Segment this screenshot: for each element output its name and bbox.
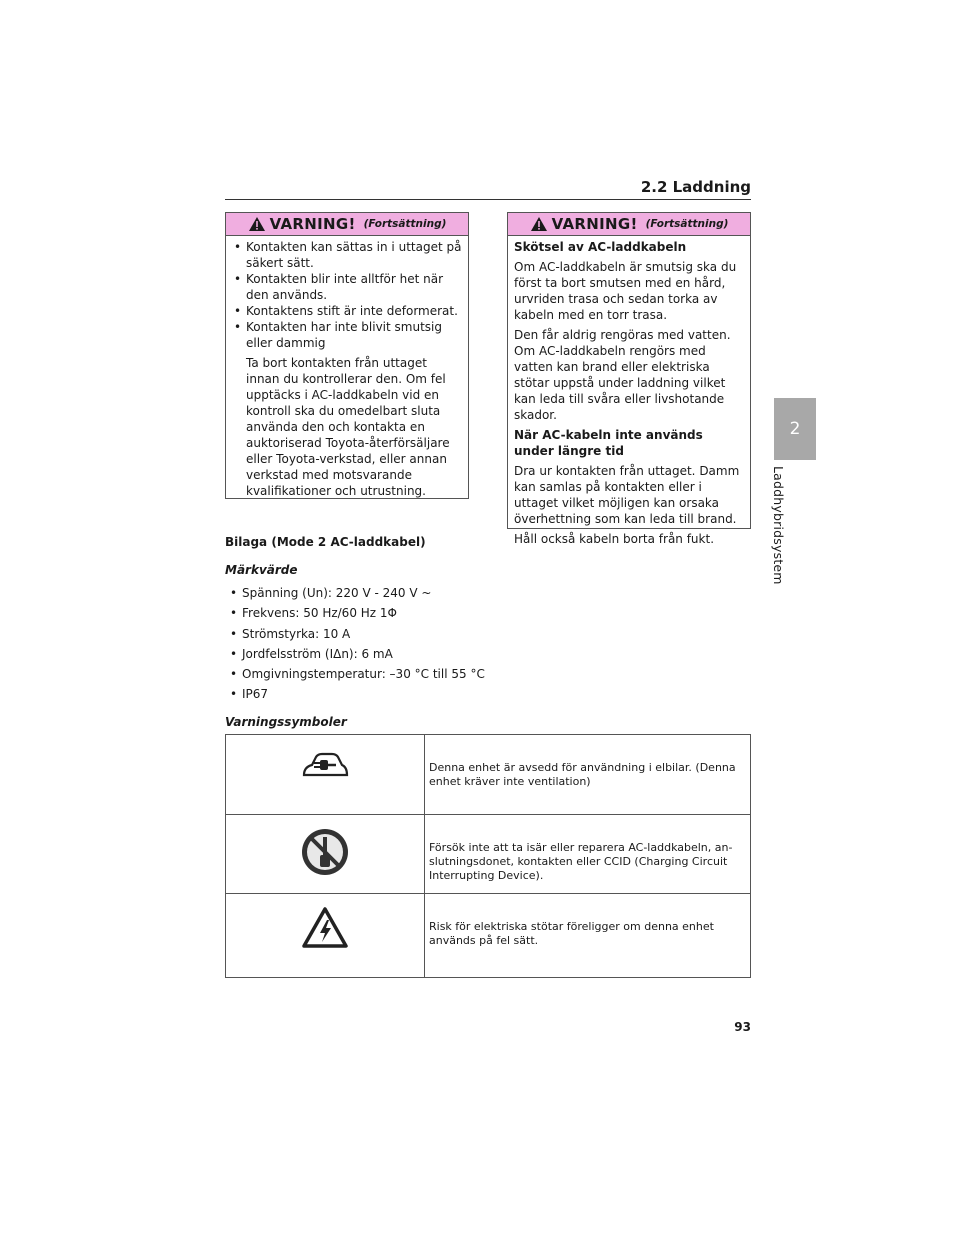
warning-continuation: (Fortsättning) bbox=[363, 218, 447, 230]
symbol-description: Försök inte att ta isär eller reparera AC-laddkabeln, an-slutningsdonet, kontakten eller CCID (Charging Circuit Interrupting Device). bbox=[429, 841, 733, 882]
warning-header bbox=[508, 213, 750, 236]
paragraph: Håll också kabeln borta från fukt. bbox=[514, 532, 715, 546]
list-item: • Jordfelsström (IΔn): 6 mA bbox=[228, 646, 485, 666]
subheading: Skötsel av AC-laddkabeln bbox=[514, 240, 687, 254]
list-item: • Kontakten blir inte alltför het när den används. bbox=[232, 271, 462, 303]
warning-box-left bbox=[225, 212, 469, 499]
list-item: • Frekvens: 50 Hz/60 Hz 1Φ bbox=[228, 605, 485, 625]
list-item: • Spänning (Un): 220 V - 240 V ~ bbox=[228, 585, 485, 605]
paragraph: Om AC-laddkabeln är smutsig ska du först ta bort smutsen med en hård, urvriden trasa och sedan torka av kabeln med en torr trasa. bbox=[514, 260, 737, 322]
symbol-description: Denna enhet är avsedd för användning i elbilar. (Denna enhet kräver inte ventilation) bbox=[429, 761, 736, 788]
warning-heading: VARNING! bbox=[269, 215, 356, 233]
list-item: • Strömstyrka: 10 A bbox=[228, 626, 485, 646]
table-row bbox=[226, 815, 750, 894]
table-row bbox=[226, 894, 750, 977]
paragraph: Den får aldrig rengöras med vatten. Om AC-laddkabeln rengörs med vatten kan brand eller elektriska stötar uppstå under laddning vilket kan leda till svåra eller livshotande skador. bbox=[514, 328, 731, 422]
paragraph: Dra ur kontakten från uttaget. Damm kan samlas på kontakten eller i uttaget vilket möjligen kan orsaka överhettning som kan leda till brand. bbox=[514, 464, 740, 526]
warning-heading: VARNING! bbox=[551, 215, 638, 233]
electric-shock-warning-icon bbox=[301, 906, 349, 950]
table-row bbox=[226, 735, 750, 815]
list-item: • Omgivningstemperatur: –30 °C till 55 °C bbox=[228, 666, 485, 686]
warning-triangle-icon bbox=[248, 216, 266, 232]
list-item: • Kontakten har inte blivit smutsig eller dammig bbox=[232, 319, 462, 351]
symbol-description: Risk för elektriska stötar föreligger om denna enhet används på fel sätt. bbox=[429, 920, 714, 947]
subheading: När AC-kabeln inte används under längre tid bbox=[514, 428, 703, 458]
car-plug-icon bbox=[300, 747, 350, 785]
chapter-tab: 2 bbox=[774, 398, 816, 460]
page-number: 93 bbox=[734, 1020, 751, 1034]
header-divider bbox=[225, 199, 751, 200]
list-item: • IP67 bbox=[228, 686, 485, 706]
spec-list bbox=[228, 585, 485, 707]
warning-body bbox=[508, 236, 750, 555]
rating-title: Märkvärde bbox=[225, 563, 298, 577]
symbols-title: Varningssymboler bbox=[225, 715, 347, 729]
warning-body bbox=[226, 236, 468, 503]
warning-header bbox=[226, 213, 468, 236]
list-item: • Kontaktens stift är inte deformerat. bbox=[232, 303, 462, 319]
warning-box-right bbox=[507, 212, 751, 546]
no-disassembly-icon bbox=[300, 827, 350, 877]
warning-continuation: (Fortsättning) bbox=[645, 218, 729, 230]
section-title: 2.2 Laddning bbox=[640, 178, 751, 196]
symbols-table bbox=[225, 734, 751, 978]
warning-triangle-icon bbox=[530, 216, 548, 232]
list-item: • Kontakten kan sättas in i uttaget på säkert sätt. bbox=[232, 239, 462, 271]
chapter-label: Laddhybridsystem bbox=[771, 466, 786, 585]
warning-note: Ta bort kontakten från uttaget innan du kontrollerar den. Om fel upptäcks i AC-laddkabeln vid en kontroll ska du omedelbart sluta använda den och kontakta en auktoriserad Toyota-återförsäljare eller Toyota-verkstad, eller annan verkstad med motsvarande kvalifikationer och utrustning. bbox=[246, 356, 450, 498]
appendix-title: Bilaga (Mode 2 AC-laddkabel) bbox=[225, 535, 426, 549]
